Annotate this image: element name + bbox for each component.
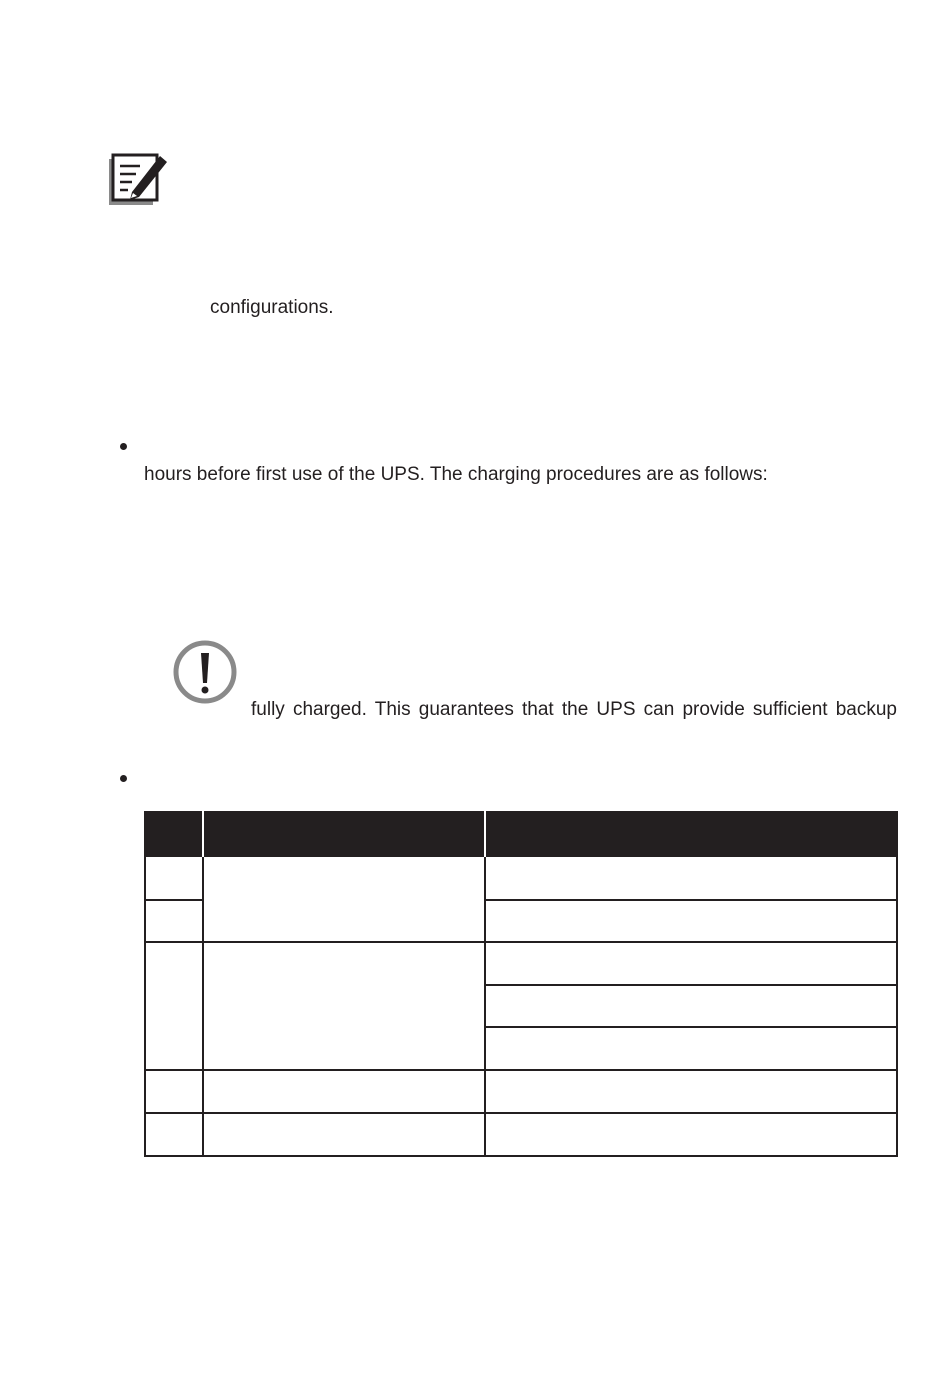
row-divider [144,1112,898,1114]
row-divider [144,1069,898,1071]
charging-text-continuation: hours before first use of the UPS. The charging procedures are as follows: [144,464,768,485]
bullet-icon [120,443,127,450]
note-text-continuation: configurations. [210,297,334,318]
table-header-row [144,811,898,857]
indicator-table [144,811,898,1157]
bullet-icon [120,775,127,782]
row-divider [484,1026,898,1028]
row-divider [144,899,204,901]
exclamation-circle-icon [172,639,240,707]
row-divider [144,941,898,943]
header-divider [484,811,486,857]
caution-text-continuation: fully charged. This guarantees that the UPS can provide sufficient backup [251,699,897,720]
header-divider [202,811,204,857]
note-pencil-icon [106,150,170,208]
row-divider [484,899,898,901]
row-divider [484,984,898,986]
